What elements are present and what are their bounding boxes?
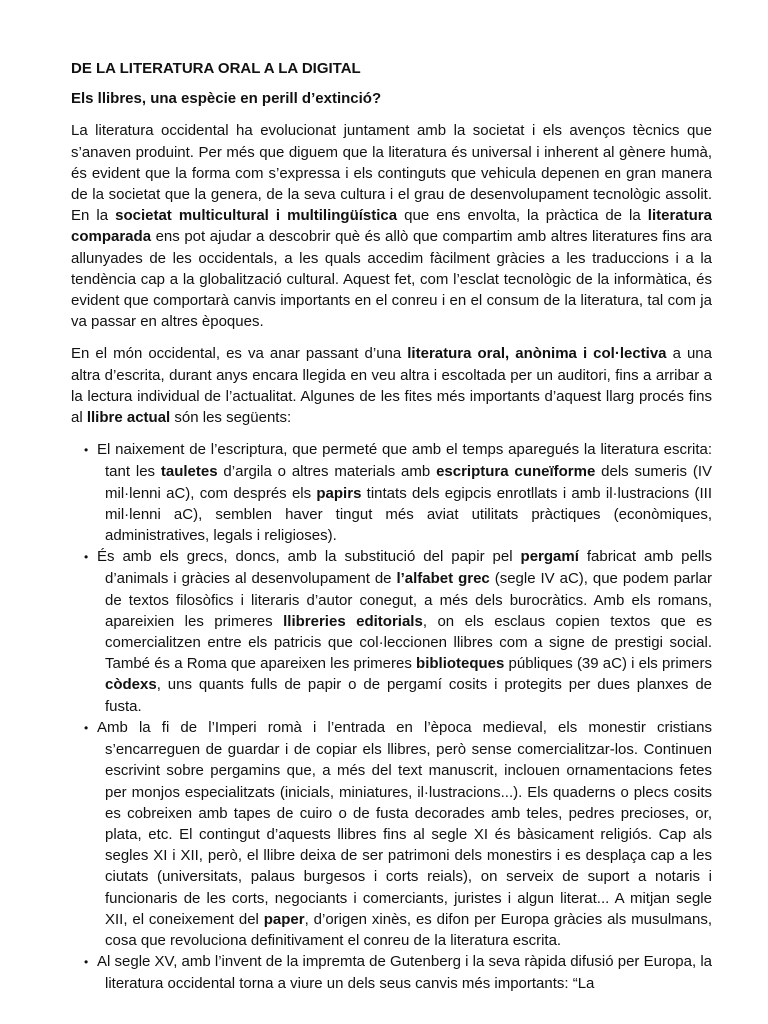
bullet-icon: • (84, 955, 89, 970)
paragraph-intro: La literatura occidental ha evolucionat juntament amb la societat i els avenços tècnics que s’anaven produint. Per més que diguem que la literatura és universal i inherent al gènere humà, és evident que la forma com s’expressa i els continguts que vehicula depenen en gran manera de la societat que la genera, de la seva cultura i el grau de desenvolupament tecnològic assolit. En la societat multicultural i multilingüística que ens envolta, la pràctica de la literatura comparada ens pot ajudar a descobrir què és allò que compartim amb altres literatures fins ara allunyades de les occidentals, a les quals accedim fàcilment gràcies a les traduccions i a la tendència cap a la globalització cultural. Aquest fet, com l’esclat tecnològic de la informàtica, és evident que comportarà canvis importants en el conreu i en el consum de la literatura, tal com ja va passar en altres èpoques. (71, 122, 712, 331)
bullet-icon: • (84, 550, 89, 565)
bold-term: l’alfabet grec (396, 570, 490, 588)
bold-term: pergamí (520, 548, 579, 566)
milestones-list (71, 439, 712, 994)
bold-term: literatura oral, anònima i col·lectiva (407, 345, 667, 363)
document-title: DE LA LITERATURA ORAL A LA DIGITAL (71, 60, 361, 77)
bold-term: biblioteques (416, 655, 505, 673)
bold-term: còdexs (105, 676, 157, 694)
bold-term: papirs (316, 484, 362, 502)
bullet-icon: • (84, 443, 89, 458)
document-subtitle: Els llibres, una espècie en perill d’extinció? (71, 90, 382, 108)
bold-term: societat multicultural i multilingüística (115, 207, 398, 225)
bullet-icon: • (84, 720, 89, 735)
bold-term: literatura comparada (71, 207, 712, 246)
list-item-text: És amb els grecs, doncs, amb la substitució del papir pel pergamí fabricat amb pells d’animals i gràcies al desenvolupament de l’alfabet grec (segle IV aC), que podem parlar de textos filosòfics i literaris d’autor conegut, a més dels burocràtics. Amb els romans, apareixien les primeres llibreries editorials, on els esclaus copien textos que es comercialitzen entre els patricis que col·leccionen llibres com a signe de prestigi social. També és a Roma que apareixen les primeres biblioteques públiques (39 aC) i els primers còdexs, uns quants fulls de papir o de pergamí cosits i protegits per dues planxes de fusta. (97, 548, 712, 715)
document-page (71, 58, 712, 995)
list-item-text: El naixement de l’escriptura, que permeté que amb el temps aparegués la literatura escrita: tant les tauletes d’argila o altres materials amb escriptura cuneïforme dels sumeris (IV mil·lenni aC), com després els papirs tintats dels egipcis enrotllats i amb il·lustracions (III mil·lenni aC), semblen haver tingut més aviat utilitats pràctiques (econòmiques, administratives, legals i religioses). (97, 441, 713, 545)
bold-term: llibreries editorials (283, 612, 423, 630)
bold-term: paper (263, 910, 305, 928)
paragraph-history: En el món occidental, es va anar passant d’una literatura oral, anònima i col·lectiva a una altra d’escrita, durant anys encara llegida en veu altra i escoltada per un auditori, fins a arribar a la lectura individual de l’actualitat. Algunes de les fites més importants d’aquest llarg procés fins al llibre actual són les següents: (71, 345, 712, 427)
list-item-writing (71, 439, 712, 546)
bold-term: tauletes (160, 463, 218, 481)
list-item-printing (71, 951, 712, 994)
list-item-greeks (71, 546, 712, 717)
list-item-text: Amb la fi de l’Imperi romà i l’entrada en l’època medieval, els monestir cristians s’encarreguen de guardar i de copiar els llibres, però sense comercialitzar-los. Continuen escrivint sobre pergamins que, a més del text manuscrit, inclouen ornamentacions fetes per monjos especialitzats (inicials, miniatures, il·lustracions...). Els quaderns o plecs cosits es cobreixen amb tapes de cuiro o de fusta decorades amb teles, pedres precioses, or, plata, etc. El contingut d’aquests llibres fins al segle XI és bàsicament religiós. Cap als segles XI i XII, però, el llibre deixa de ser patrimoni dels monestirs i es desplaça cap a les ciutats (universitats, palaus burgesos i corts reials), on serveix de suport a notaris i funcionaris de les corts, negociants i comerciants, juristes i algun literat... A mitjan segle XII, el coneixement del paper, d’origen xinès, es difon per Europa gràcies als musulmans, cosa que revoluciona definitivament el conreu de la literatura escrita. (97, 718, 712, 949)
bold-term: escriptura cuneïforme (436, 463, 596, 481)
list-item-text: Al segle XV, amb l’invent de la impremta de Gutenberg i la seva ràpida difusió per Europa, la literatura occidental torna a viure un dels seus canvis més importants: “La (97, 953, 712, 993)
list-item-medieval (71, 717, 712, 951)
bold-term: llibre actual (86, 409, 171, 427)
